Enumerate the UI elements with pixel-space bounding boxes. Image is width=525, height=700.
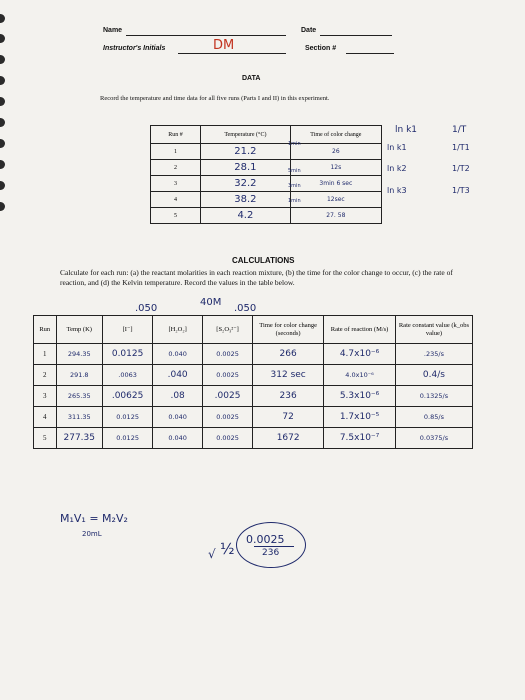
above-note: .050 — [234, 303, 257, 314]
col-run: Run # — [151, 126, 201, 144]
margin-note: ln k3 — [387, 186, 407, 195]
table-row: 4 311.35 0.0125 0.040 0.0025 72 1.7x10⁻⁵ 0.85/s — [34, 407, 473, 428]
table-row: 1 21.2 26 — [151, 144, 382, 160]
col-time-color: Time for color change (seconds) — [253, 316, 324, 344]
data-table — [150, 125, 382, 224]
time-note: 5min — [288, 168, 301, 174]
table-row: 2 28.1 12s — [151, 160, 382, 176]
table-row: 3 265.35 .00625 .08 .0025 236 5.3x10⁻⁶ 0.1325/s — [34, 386, 473, 407]
col-h2o2: [H₂O₂] — [153, 316, 203, 344]
binder-hole — [0, 181, 5, 190]
date-line — [320, 35, 392, 36]
date-label: Date — [301, 27, 317, 34]
binder-hole — [0, 160, 5, 169]
data-title: DATA — [242, 75, 261, 82]
col-temp-k: Temp (K) — [56, 316, 102, 344]
above-note: 40M — [200, 297, 222, 308]
sqrt-check: √ — [208, 547, 216, 561]
above-note: .050 — [135, 303, 158, 314]
margin-note: ln k1 — [395, 125, 418, 135]
time-note: 1min — [288, 141, 301, 147]
margin-note: 1/T1 — [452, 143, 470, 152]
col-time: Time of color change — [290, 126, 381, 144]
time-note: 1min — [288, 198, 301, 204]
half-fraction: ½ — [220, 540, 235, 558]
binder-hole — [0, 97, 5, 106]
data-instructions: Record the temperature and time data for all five runs (Parts I and II) in this experiment. — [100, 95, 330, 102]
col-iodide: [I⁻] — [102, 316, 152, 344]
col-temperature: Temperature (°C) — [201, 126, 291, 144]
calc-title: CALCULATIONS — [232, 256, 295, 265]
col-thiosulfate: [S₂O₃²⁻] — [203, 316, 253, 344]
margin-note: 1/T3 — [452, 186, 470, 195]
margin-note: 1/T2 — [452, 164, 470, 173]
table-row: 2 291.8 .0063 .040 0.0025 312 sec 4.0x10⁻⁶ 0.4/s — [34, 365, 473, 386]
fraction-bar — [254, 546, 294, 547]
margin-note: 1/T — [452, 125, 467, 135]
binder-hole — [0, 202, 5, 211]
col-run: Run — [34, 316, 57, 344]
table-row: 5 4.2 27. 58 — [151, 208, 382, 224]
fraction-denominator: 236 — [262, 548, 280, 558]
margin-note: ln k1 — [387, 143, 407, 152]
section-label: Section # — [305, 45, 337, 52]
binder-hole — [0, 14, 5, 23]
binder-hole — [0, 76, 5, 85]
instructor-label: Instructor's Initials — [103, 45, 166, 52]
margin-note: ln k2 — [387, 164, 407, 173]
instructor-initials: DM — [213, 38, 235, 53]
col-rate: Rate of reaction (M/s) — [324, 316, 396, 344]
dilution-volume: 20mL — [82, 530, 102, 538]
name-label: Name — [103, 27, 123, 34]
time-note: 3min — [288, 183, 301, 189]
table-row: 3 32.2 3min 6 sec — [151, 176, 382, 192]
fraction-numerator: 0.0025 — [246, 533, 285, 546]
binder-hole — [0, 55, 5, 64]
instructor-line — [178, 53, 286, 54]
table-row: 1 294.35 0.0125 0.040 0.0025 266 4.7x10⁻⁶ .235/s — [34, 344, 473, 365]
col-rate-constant: Rate constant value (k_obs value) — [395, 316, 472, 344]
name-line — [126, 35, 286, 36]
binder-hole — [0, 139, 5, 148]
calc-instructions: Calculate for each run: (a) the reactant molarities in each reaction mixture, (b) the time for the color change to occur, (c) the rate of reaction, and (d) the Kelvin temperature. Record the values in the table below. — [60, 268, 453, 287]
table-row: 4 38.2 12sec — [151, 192, 382, 208]
binder-hole — [0, 34, 5, 43]
binder-hole — [0, 118, 5, 127]
section-line — [346, 53, 394, 54]
dilution-equation: M₁V₁ = M₂V₂ — [60, 512, 128, 525]
table-row: 5 277.35 0.0125 0.040 0.0025 1672 7.5x10⁻⁷ 0.0375/s — [34, 428, 473, 449]
calculations-table — [33, 315, 473, 449]
